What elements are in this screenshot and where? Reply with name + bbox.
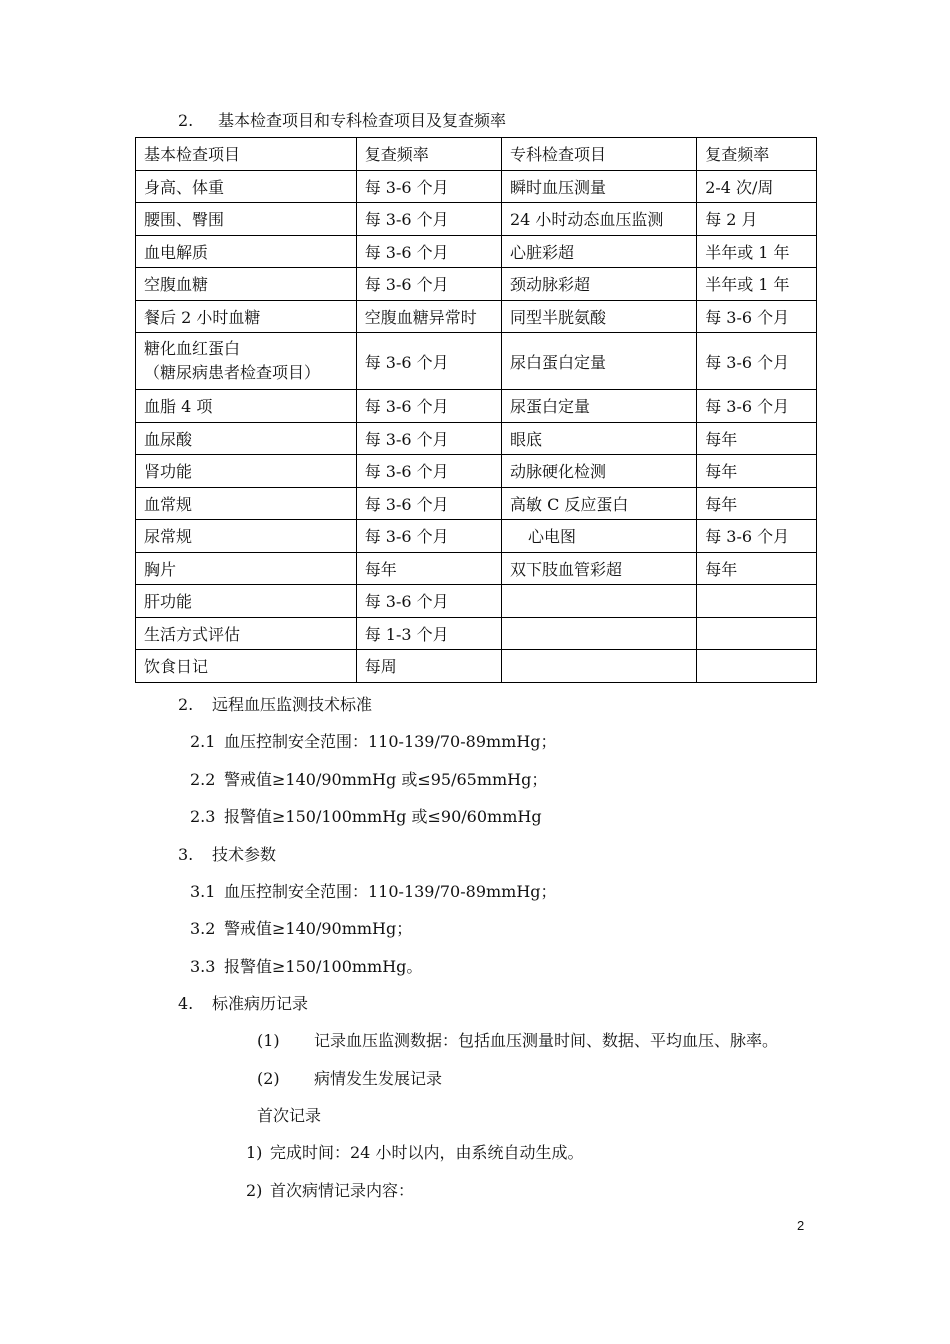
item-text: 报警值≥150/100mmHg。 (224, 957, 423, 976)
table-cell: 心脏彩超 (501, 235, 696, 268)
table-cell (501, 585, 696, 618)
section-number: 4. (178, 994, 194, 1013)
section-heading-2 (178, 692, 372, 715)
table-row (136, 170, 817, 203)
paragraph-number: (2) (257, 1069, 280, 1088)
item-text: 报警值≥150/100mmHg 或≤90/60mmHg (224, 807, 542, 826)
table-cell: 2-4 次/周 (697, 170, 817, 203)
table-row (136, 333, 817, 390)
table-cell: 饮食日记 (136, 650, 357, 683)
table-row (136, 487, 817, 520)
table-cell: 每 3-6 个月 (697, 300, 817, 333)
table-cell: 肝功能 (136, 585, 357, 618)
item-text: 血压控制安全范围：110-139/70-89mmHg； (224, 882, 557, 901)
table-cell: 每 3-6 个月 (356, 585, 501, 618)
table-cell: 每 3-6 个月 (356, 422, 501, 455)
table-row (136, 422, 817, 455)
item-2-1 (190, 729, 557, 752)
table-cell: 高敏 C 反应蛋白 (501, 487, 696, 520)
table-row (136, 617, 817, 650)
table-cell: 生活方式评估 (136, 617, 357, 650)
section-title: 远程血压监测技术标准 (212, 695, 373, 714)
table-cell: 尿白蛋白定量 (501, 333, 696, 390)
paragraph-number: (1) (257, 1031, 280, 1050)
table-cell: 每年 (697, 455, 817, 488)
table-header-row (136, 138, 817, 171)
section-title: 技术参数 (212, 845, 277, 864)
cell-line: 糖化血红蛋白 (144, 339, 241, 358)
table-row (136, 268, 817, 301)
table-cell: 每 3-6 个月 (356, 203, 501, 236)
table-cell: 每年 (356, 552, 501, 585)
header-special-exam: 专科检查项目 (501, 138, 696, 171)
table-cell (501, 650, 696, 683)
table-cell: 每 3-6 个月 (697, 390, 817, 423)
table-cell: 每 3-6 个月 (356, 487, 501, 520)
table-row (136, 203, 817, 236)
item-text: 血压控制安全范围：110-139/70-89mmHg； (224, 732, 557, 751)
item-2-3 (190, 804, 542, 827)
table-row (136, 552, 817, 585)
header-frequency: 复查频率 (697, 138, 817, 171)
table-cell: 每 3-6 个月 (697, 333, 817, 390)
table-cell: 动脉硬化检测 (501, 455, 696, 488)
table-cell: 每 3-6 个月 (356, 455, 501, 488)
table-cell: 肾功能 (136, 455, 357, 488)
item-number: 3.2 (190, 919, 216, 938)
table-cell (697, 585, 817, 618)
list-number: 1) (246, 1143, 263, 1162)
section-heading-3 (178, 842, 276, 865)
table-cell: 每 3-6 个月 (356, 235, 501, 268)
header-frequency: 复查频率 (356, 138, 501, 171)
table-row (136, 235, 817, 268)
item-number: 2.3 (190, 807, 216, 826)
section-number: 2. (178, 695, 194, 714)
item-3-1 (190, 879, 557, 902)
list-item-2 (246, 1178, 414, 1201)
table-cell: 尿常规 (136, 520, 357, 553)
table-cell: 每 1-3 个月 (356, 617, 501, 650)
table-row (136, 300, 817, 333)
paragraph-1 (257, 1028, 778, 1051)
table-cell: 每 3-6 个月 (356, 170, 501, 203)
exam-frequency-table (135, 137, 817, 683)
table-cell: 心电图 (501, 520, 696, 553)
section-title: 基本检查项目和专科检查项目及复查频率 (218, 111, 507, 130)
table-cell: 眼底 (501, 422, 696, 455)
table-row (136, 585, 817, 618)
table-cell: 每 3-6 个月 (356, 520, 501, 553)
item-number: 3.1 (190, 882, 216, 901)
section-number: 2. (178, 111, 194, 130)
table-cell: 同型半胱氨酸 (501, 300, 696, 333)
item-number: 3.3 (190, 957, 216, 976)
header-basic-exam: 基本检查项目 (136, 138, 357, 171)
paragraph-2 (257, 1066, 442, 1089)
table-cell (501, 617, 696, 650)
table-cell: 尿蛋白定量 (501, 390, 696, 423)
section-number: 3. (178, 845, 194, 864)
table-cell: 双下肢血管彩超 (501, 552, 696, 585)
first-record-heading: 首次记录 (257, 1106, 322, 1125)
table-cell (697, 650, 817, 683)
table-cell: 瞬时血压测量 (501, 170, 696, 203)
item-2-2 (190, 767, 547, 790)
table-cell: 每年 (697, 422, 817, 455)
table-cell: 空腹血糖异常时 (356, 300, 501, 333)
item-text: 警戒值≥140/90mmHg； (224, 919, 413, 938)
list-number: 2) (246, 1181, 263, 1200)
table-cell: 半年或 1 年 (697, 235, 817, 268)
paragraph-text: 病情发生发展记录 (314, 1069, 443, 1088)
table-cell: 24 小时动态血压监测 (501, 203, 696, 236)
table-cell (697, 617, 817, 650)
list-text: 首次病情记录内容： (270, 1181, 415, 1200)
table-cell: 餐后 2 小时血糖 (136, 300, 357, 333)
table-row (136, 650, 817, 683)
table-cell: 血常规 (136, 487, 357, 520)
table-cell (136, 333, 357, 390)
table-cell: 每年 (697, 487, 817, 520)
table-cell: 半年或 1 年 (697, 268, 817, 301)
table-cell: 每 3-6 个月 (356, 333, 501, 390)
section-title: 标准病历记录 (212, 994, 309, 1013)
table-cell: 胸片 (136, 552, 357, 585)
cell-note: （糖尿病患者检查项目） (144, 363, 321, 382)
table-row (136, 390, 817, 423)
table-cell: 腰围、臀围 (136, 203, 357, 236)
table-cell: 每 3-6 个月 (697, 520, 817, 553)
table-cell: 血脂 4 项 (136, 390, 357, 423)
table-cell: 每 3-6 个月 (356, 390, 501, 423)
paragraph-text: 记录血压监测数据：包括血压测量时间、数据、平均血压、脉率。 (314, 1031, 779, 1050)
table-cell: 颈动脉彩超 (501, 268, 696, 301)
table-cell: 每 2 月 (697, 203, 817, 236)
section-heading-4 (178, 991, 308, 1014)
item-number: 2.1 (190, 732, 216, 751)
table-row (136, 520, 817, 553)
table-cell: 空腹血糖 (136, 268, 357, 301)
page-number: 2 (797, 1218, 805, 1233)
table-cell: 每周 (356, 650, 501, 683)
list-text: 完成时间：24 小时以内，由系统自动生成。 (270, 1143, 584, 1162)
table-cell: 血电解质 (136, 235, 357, 268)
table-cell: 每年 (697, 552, 817, 585)
item-number: 2.2 (190, 770, 216, 789)
table-cell: 身高、体重 (136, 170, 357, 203)
item-text: 警戒值≥140/90mmHg 或≤95/65mmHg； (224, 770, 548, 789)
table-row (136, 455, 817, 488)
table-section-heading (178, 108, 506, 131)
item-3-2 (190, 916, 412, 939)
table-cell: 血尿酸 (136, 422, 357, 455)
table-cell: 每 3-6 个月 (356, 268, 501, 301)
item-3-3 (190, 954, 422, 977)
list-item-1 (246, 1140, 583, 1163)
